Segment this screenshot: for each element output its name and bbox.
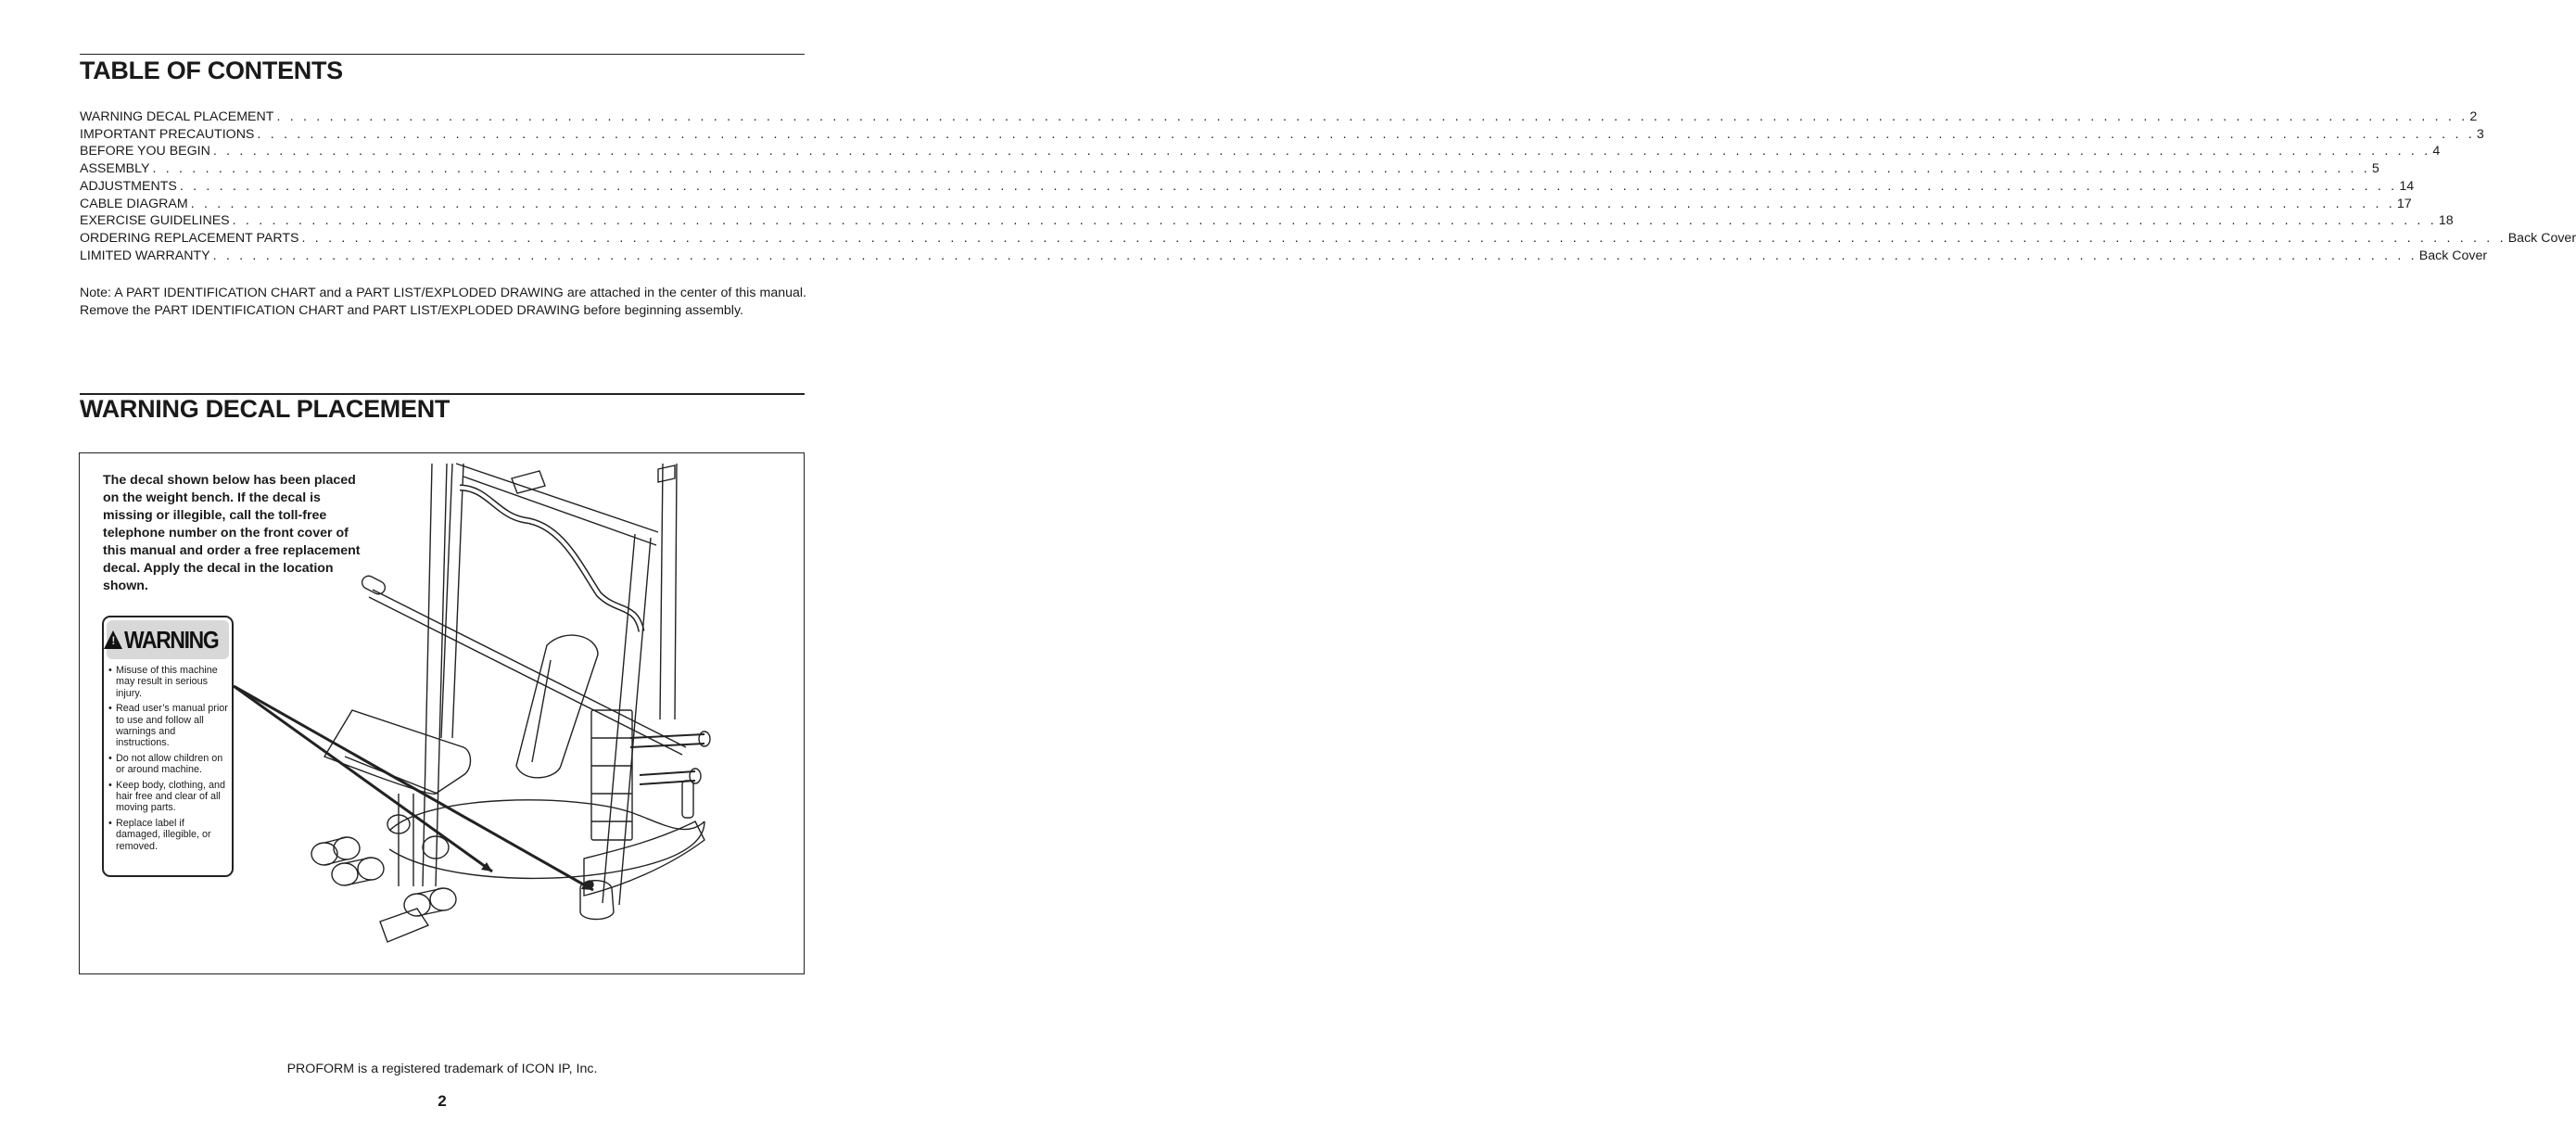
toc-leader: . . . . . . . . . . . . . . . . . . . . . . . . . . . . . . . . . . . . . . . . . . . . . . . . . . . . . . . . . . . . . . . . . . . . . . . . . . . . . . . . . . . . . . . . . . . . . . . . . . . . . . . . . . . . . . . . . . . . . . . . . . . . . . . . . . . . . . . . . . . . . . . . . . . . . . . . . . . . . . . . . . . . . . . .	[179, 178, 2398, 194]
toc-entry-page: 18	[2438, 213, 2454, 229]
toc-leader: . . . . . . . . . . . . . . . . . . . . . . . . . . . . . . . . . . . . . . . . . . . . . . . . . . . . . . . . . . . . . . . . . . . . . . . . . . . . . . . . . . . . . . . . . . . . . . . . . . . . . . . . . . . . . . . . . . . . . . . . . . . . . . . . . . . . . . . . . . . . . . . . . . . . . . . . . . . . . . . . . . . . . .	[276, 109, 2468, 124]
toc-entry-page: 17	[2396, 196, 2412, 211]
toc-entry-label: EXERCISE GUIDELINES	[80, 213, 230, 229]
toc-leader: . . . . . . . . . . . . . . . . . . . . . . . . . . . . . . . . . . . . . . . . . . . . . . . . . . . . . . . . . . . . . . . . . . . . . . . . . . . . . . . . . . . . . . . . . . . . . . . . . . . . . . . . . . . . . . . . . . . . . . . . . . . . . . . . . . . . . . . . . . . . . . . . . . . . . . . . . . . . . . . . . . . . . . . .	[257, 126, 2475, 142]
decal-warning-item: • Read user’s manual prior to use and follow all warnings and instructions.	[108, 703, 228, 749]
decal-warning-item: • Misuse of this machine may result in serious injury.	[108, 665, 228, 699]
toc-entry-page: 14	[2399, 178, 2415, 194]
warning-triangle-icon: !	[104, 630, 122, 649]
decal-instruction-text: The decal shown below has been placed on the weight bench. If the decal is missing or illegible, call the toll-free telephone number on the front cover of this manual and order a free replacement decal. Apply the decal in the location shown.	[103, 473, 361, 593]
page-number: 2	[438, 1092, 447, 1110]
toc-entry-label: IMPORTANT PRECAUTIONS	[80, 126, 255, 142]
toc-entry-label: LIMITED WARRANTY	[80, 248, 210, 263]
trademark-notice: PROFORM is a registered trademark of ICON IP, Inc.	[286, 1062, 598, 1076]
toc-leader: . . . . . . . . . . . . . . . . . . . . . . . . . . . . . . . . . . . . . . . . . . . . . . . . . . . . . . . . . . . . . . . . . . . . . . . . . . . . . . . . . . . . . . . . . . . . . . . . . . . . . . . . . . . . . . . . . . . . . . . . . . . . . . . . . . . . . . . . . . . . . . . . . . . . . . . . . . . . . . . . . . . . . . .	[190, 196, 2395, 211]
toc-entry-label: CABLE DIAGRAM	[80, 196, 188, 211]
toc-entry-page: 5	[2371, 161, 2379, 177]
decal-warning-item: • Replace label if damaged, illegible, or removed.	[108, 818, 228, 852]
toc-entry-label: ADJUSTMENTS	[80, 178, 177, 194]
toc-leader: . . . . . . . . . . . . . . . . . . . . . . . . . . . . . . . . . . . . . . . . . . . . . . . . . . . . . . . . . . . . . . . . . . . . . . . . . . . . . . . . . . . . . . . . . . . . . . . . . . . . . . . . . . . . . . . . . . . . . . . . . . . . . . . . . . . . . . . . . . . . . . . . . . . . . . . . . . . . . . . . . . . . . . .	[212, 248, 2417, 263]
toc-entry-page: 2	[2469, 109, 2478, 124]
toc-title: TABLE OF CONTENTS	[80, 57, 343, 84]
weight-machine-illustration	[297, 460, 723, 961]
toc-entry-page: 3	[2476, 126, 2484, 142]
toc-entry-page: 4	[2432, 144, 2441, 159]
toc-leader: . . . . . . . . . . . . . . . . . . . . . . . . . . . . . . . . . . . . . . . . . . . . . . . . . . . . . . . . . . . . . . . . . . . . . . . . . . . . . . . . . . . . . . . . . . . . . . . . . . . . . . . . . . . . . . . . . . . . . . . . . . . . . . . . . . . . . . . . . . . . . . . . . . . . . . . . . . . . . . . . . . . . . . . .	[152, 161, 2370, 177]
decal-warning-item: • Do not allow children on or around machine.	[108, 753, 228, 776]
toc-entry-label: BEFORE YOU BEGIN	[80, 144, 210, 159]
assembly-note: Note: A PART IDENTIFICATION CHART and a PART LIST/EXPLODED DRAWING are attached in the center of this manual. Remove the PART IDENTIFICATION CHART and PART LIST/EXPLODED DRAWING before beginning assembly.	[80, 286, 806, 318]
toc-leader: . . . . . . . . . . . . . . . . . . . . . . . . . . . . . . . . . . . . . . . . . . . . . . . . . . . . . . . . . . . . . . . . . . . . . . . . . . . . . . . . . . . . . . . . . . . . . . . . . . . . . . . . . . . . . . . . . . . . . . . . . . . . . . . . . . . . . . . . . . . . . . . . . . . . . . . . . . . . . . . . . . . . . . .	[301, 230, 2506, 246]
toc-entry-label: WARNING DECAL PLACEMENT	[80, 109, 274, 124]
decal-warning-item: • Keep body, clothing, and hair free and clear of all moving parts.	[108, 780, 228, 814]
toc-entry-page: Back Cover	[2507, 230, 2576, 246]
toc-leader: . . . . . . . . . . . . . . . . . . . . . . . . . . . . . . . . . . . . . . . . . . . . . . . . . . . . . . . . . . . . . . . . . . . . . . . . . . . . . . . . . . . . . . . . . . . . . . . . . . . . . . . . . . . . . . . . . . . . . . . . . . . . . . . . . . . . . . . . . . . . . . . . . . . . . . . . . . . . . . . . . . . . . . .	[232, 213, 2437, 229]
toc-leader: . . . . . . . . . . . . . . . . . . . . . . . . . . . . . . . . . . . . . . . . . . . . . . . . . . . . . . . . . . . . . . . . . . . . . . . . . . . . . . . . . . . . . . . . . . . . . . . . . . . . . . . . . . . . . . . . . . . . . . . . . . . . . . . . . . . . . . . . . . . . . . . . . . . . . . . . . . . . . . . . . . . . . . . .	[212, 144, 2431, 159]
warning-section-title: WARNING DECAL PLACEMENT	[80, 395, 450, 423]
decal-heading: WARNING	[124, 625, 219, 654]
toc-entry-label: ORDERING REPLACEMENT PARTS	[80, 230, 299, 246]
toc-entry-label: ASSEMBLY	[80, 161, 150, 177]
toc-entry-page: Back Cover	[2418, 248, 2488, 263]
